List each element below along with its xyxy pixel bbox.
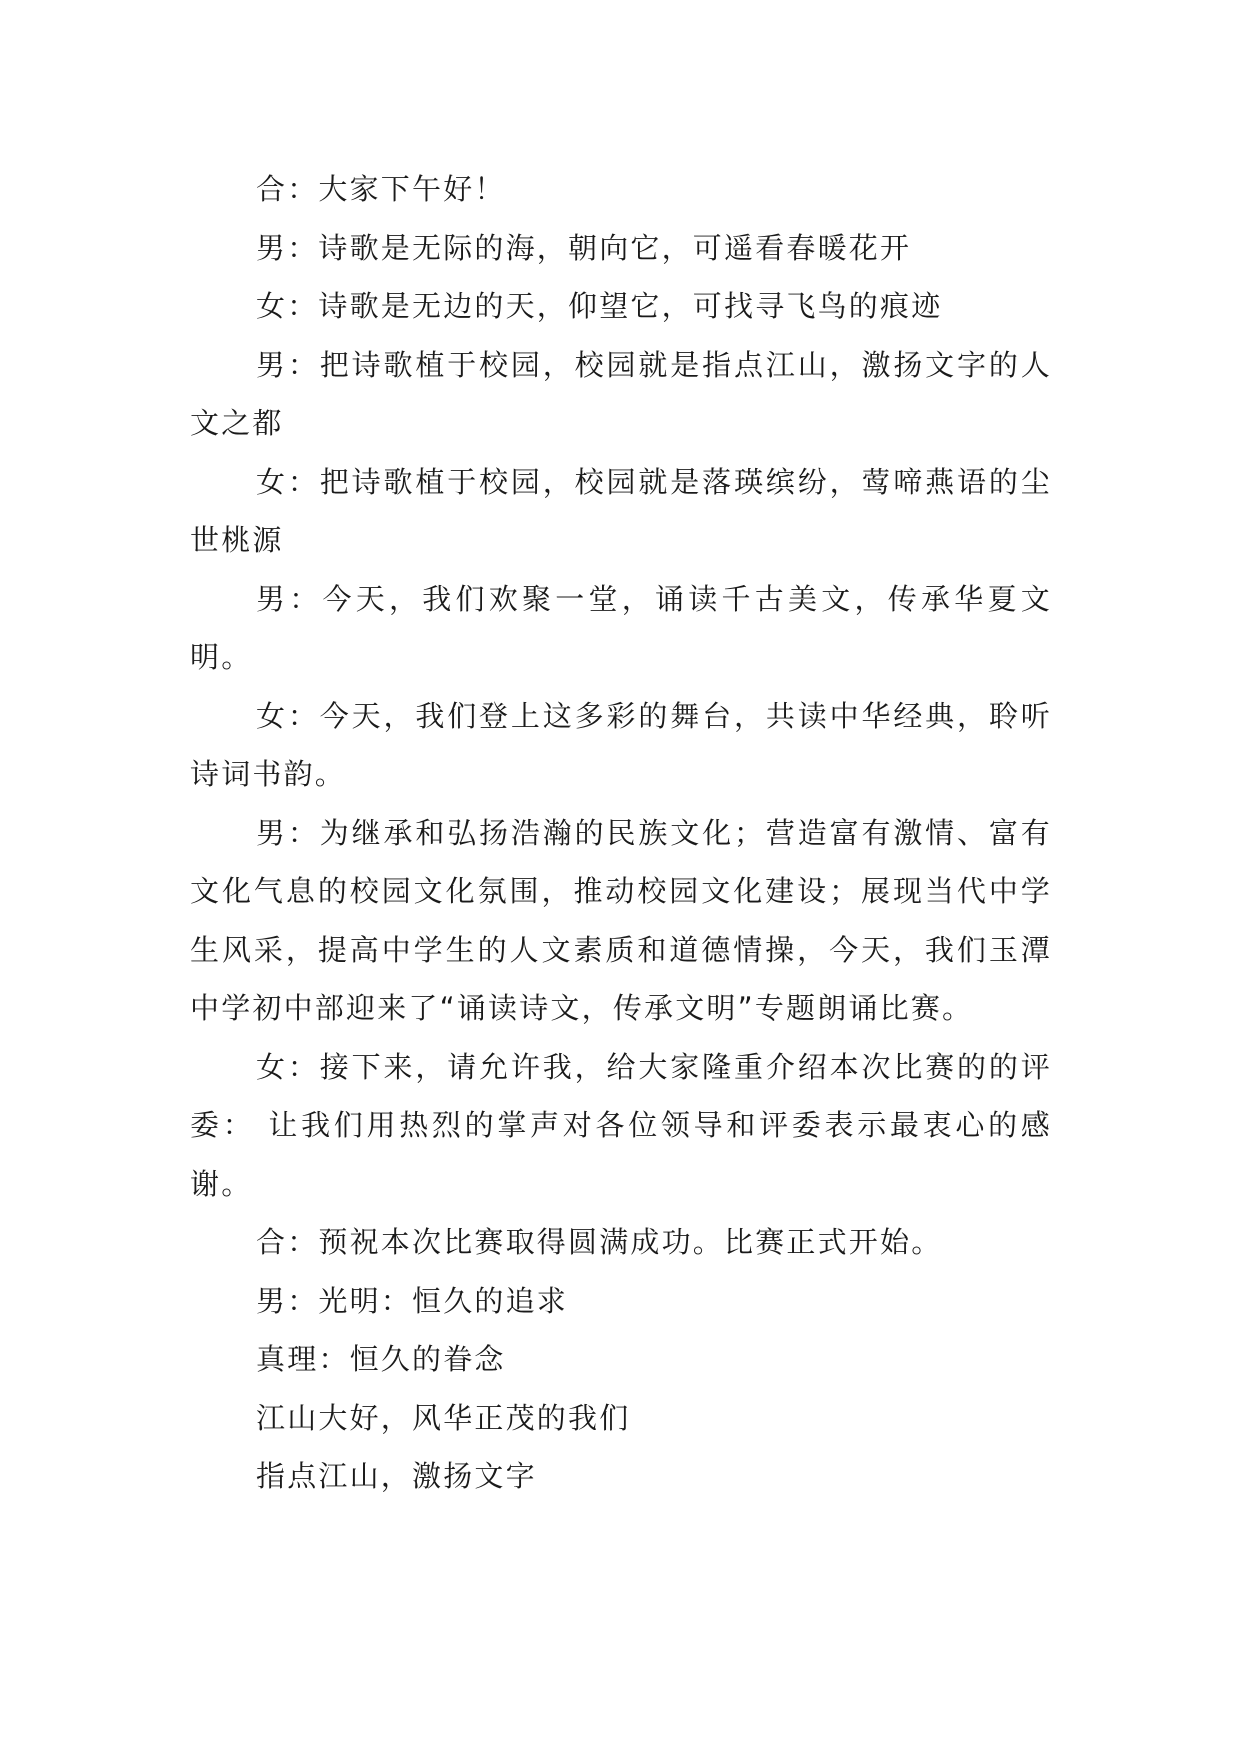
verse-line-3: 指点江山，激扬文字 <box>256 1459 537 1493</box>
paragraph-male-5: 男：光明：恒久的追求 <box>256 1283 569 1318</box>
paragraph-female-3: 女：今天，我们登上这多彩的舞台，共读中华经典，聆听诗词书韵。 <box>190 698 1052 791</box>
paragraph-male-1: 男：诗歌是无际的海，朝向它，可遥看春暖花开 <box>256 230 912 265</box>
document-body <box>190 160 1052 1506</box>
paragraph-together: 合：预祝本次比赛取得圆满成功。比赛正式开始。 <box>256 1225 943 1259</box>
verse-line-2: 江山大好，风华正茂的我们 <box>256 1400 631 1435</box>
paragraph-female-2: 女：把诗歌植于校园，校园就是落瑛缤纷，莺啼燕语的尘世桃源 <box>190 464 1052 557</box>
verse-line-1: 真理：恒久的眷念 <box>256 1342 506 1376</box>
paragraph-female-4: 女：接下来，请允许我，给大家隆重介绍本次比赛的的评委： 让我们用热烈的掌声对各位领导和评委表示最衷心的感谢。 <box>190 1049 1052 1201</box>
paragraph-male-4: 男：为继承和弘扬浩瀚的民族文化；营造富有激情、富有文化气息的校园文化氛围，推动校园文化建设；展现当代中学生风采，提高中学生的人文素质和道德情操，今天，我们玉潭中学初中部迎来了“诵读诗文，传承文明”专题朗诵比赛。 <box>190 815 1052 1025</box>
paragraph-female-1: 女：诗歌是无边的天，仰望它，可找寻飞鸟的痕迹 <box>256 289 943 323</box>
paragraph-male-2: 男：把诗歌植于校园，校园就是指点江山，激扬文字的人文之都 <box>190 347 1052 440</box>
paragraph-male-3: 男：今天，我们欢聚一堂，诵读千古美文，传承华夏文明。 <box>190 581 1052 674</box>
paragraph-greeting: 合：大家下午好！ <box>256 172 506 206</box>
